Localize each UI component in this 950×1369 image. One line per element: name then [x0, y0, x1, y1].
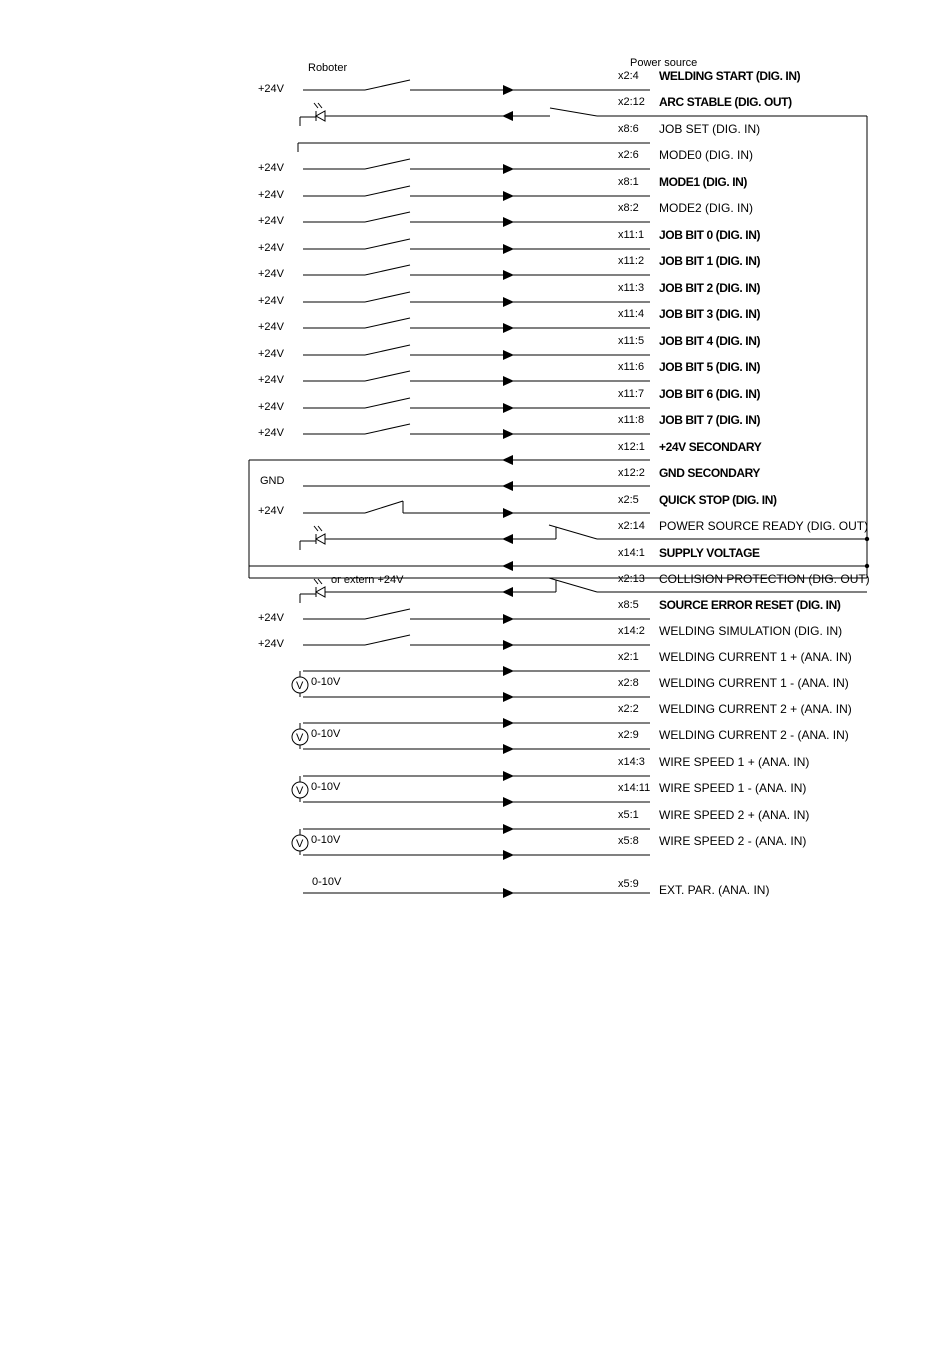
terminal-label: x5:1 — [618, 809, 639, 821]
led-icon — [318, 579, 322, 584]
terminal-label: x12:2 — [618, 467, 645, 479]
terminal-label: x12:1 — [618, 441, 645, 453]
terminal-label: x2:14 — [618, 520, 645, 532]
terminal-label: x2:2 — [618, 703, 639, 715]
supply-label: +24V — [258, 215, 284, 227]
voltage-range-label: 0-10V — [311, 781, 341, 793]
switch-contact-icon — [365, 635, 410, 645]
terminal-label: x8:1 — [618, 176, 639, 188]
arrow-right-icon — [503, 164, 514, 174]
terminal-label: x14:3 — [618, 756, 645, 768]
signal-label: SOURCE ERROR RESET (DIG. IN) — [659, 598, 841, 612]
switch-contact-icon — [365, 318, 410, 328]
signal-label: MODE0 (DIG. IN) — [659, 148, 754, 162]
arrow-right-icon — [503, 744, 514, 754]
signal-label: WIRE SPEED 2 + (ANA. IN) — [659, 808, 810, 822]
supply-label: +24V — [258, 401, 284, 413]
arrow-right-icon — [503, 888, 514, 898]
switch-contact-icon — [365, 212, 410, 222]
signal-label: WIRE SPEED 2 - (ANA. IN) — [659, 834, 807, 848]
arrow-right-icon — [503, 508, 514, 518]
power-source-header: Power source — [630, 57, 698, 69]
signal-label: JOB BIT 1 (DIG. IN) — [659, 254, 761, 268]
led-icon — [314, 526, 318, 531]
supply-label: GND — [260, 475, 285, 487]
supply-label: +24V — [258, 427, 284, 439]
arrow-left-icon — [502, 455, 513, 465]
terminal-label: x2:4 — [618, 70, 639, 82]
signal-label: JOB BIT 2 (DIG. IN) — [659, 281, 761, 295]
supply-label: +24V — [258, 505, 284, 517]
led-icon — [318, 103, 322, 108]
switch-contact-icon — [365, 345, 410, 355]
switch-contact-icon — [365, 265, 410, 275]
arrow-right-icon — [503, 403, 514, 413]
terminal-label: x11:7 — [618, 388, 645, 400]
switch-contact-icon — [365, 239, 410, 249]
supply-label: +24V — [258, 83, 284, 95]
arrow-right-icon — [503, 191, 514, 201]
signal-label: POWER SOURCE READY (DIG. OUT) — [659, 519, 869, 533]
terminal-label: x11:8 — [618, 414, 645, 426]
arrow-right-icon — [503, 323, 514, 333]
terminal-label: x14:2 — [618, 625, 645, 637]
arrow-right-icon — [503, 797, 514, 807]
signal-label: +24V SECONDARY — [659, 440, 762, 454]
terminal-label: x11:1 — [618, 229, 645, 241]
switch-contact-icon — [365, 501, 403, 513]
signal-label: SUPPLY VOLTAGE — [659, 546, 760, 560]
arrow-right-icon — [503, 297, 514, 307]
switch-contact-icon — [365, 80, 410, 90]
voltage-range-label: 0-10V — [311, 676, 341, 688]
terminal-label: x8:2 — [618, 202, 639, 214]
signal-label: GND SECONDARY — [659, 466, 761, 480]
terminal-label: x14:1 — [618, 547, 645, 559]
arrow-left-icon — [502, 561, 513, 571]
arrow-right-icon — [503, 771, 514, 781]
terminal-label: x2:1 — [618, 651, 639, 663]
led-icon — [314, 103, 318, 108]
signal-label: JOB BIT 4 (DIG. IN) — [659, 334, 761, 348]
supply-label: +24V — [258, 638, 284, 650]
signal-label: COLLISION PROTECTION (DIG. OUT) — [659, 572, 870, 586]
arrow-right-icon — [503, 666, 514, 676]
signal-label: JOB BIT 7 (DIG. IN) — [659, 413, 761, 427]
signal-label: JOB SET (DIG. IN) — [659, 122, 761, 136]
arrow-right-icon — [503, 270, 514, 280]
arrow-right-icon — [503, 350, 514, 360]
arrow-left-icon — [502, 481, 513, 491]
terminal-label: x2:13 — [618, 573, 645, 585]
arrow-left-icon — [502, 534, 513, 544]
switch-contact-icon — [365, 424, 410, 434]
switch-contact-icon — [365, 292, 410, 302]
signal-label: MODE1 (DIG. IN) — [659, 175, 748, 189]
signal-label: WELDING SIMULATION (DIG. IN) — [659, 624, 843, 638]
led-icon — [316, 111, 325, 121]
arrow-right-icon — [503, 85, 514, 95]
signal-label: JOB BIT 5 (DIG. IN) — [659, 360, 761, 374]
signal-label: QUICK STOP (DIG. IN) — [659, 493, 777, 507]
signal-label: WELDING CURRENT 1 + (ANA. IN) — [659, 650, 852, 664]
supply-label: +24V — [258, 348, 284, 360]
supply-label: +24V — [258, 162, 284, 174]
signal-label: WELDING CURRENT 2 + (ANA. IN) — [659, 702, 852, 716]
signal-label: ARC STABLE (DIG. OUT) — [659, 95, 792, 109]
switch-contact-icon — [365, 371, 410, 381]
led-icon — [318, 526, 322, 531]
voltage-range-label: 0-10V — [311, 728, 341, 740]
arrow-right-icon — [503, 850, 514, 860]
terminal-label: x8:5 — [618, 599, 639, 611]
terminal-label: x14:11 — [618, 782, 651, 794]
switch-contact-icon — [365, 398, 410, 408]
signal-label: JOB BIT 3 (DIG. IN) — [659, 307, 761, 321]
terminal-label: x8:6 — [618, 123, 639, 135]
robot-header: Roboter — [308, 62, 348, 74]
terminal-label: x11:2 — [618, 255, 645, 267]
voltmeter-symbol: V — [296, 680, 304, 692]
arrow-right-icon — [503, 718, 514, 728]
extern-label: or extern +24V — [331, 574, 404, 586]
arrow-right-icon — [503, 824, 514, 834]
terminal-label: x11:3 — [618, 282, 645, 294]
switch-contact-icon — [550, 108, 597, 116]
signal-label: WELDING START (DIG. IN) — [659, 69, 801, 83]
led-icon — [316, 534, 325, 544]
supply-label: +24V — [258, 321, 284, 333]
arrow-right-icon — [503, 692, 514, 702]
signal-label: WELDING CURRENT 2 - (ANA. IN) — [659, 728, 849, 742]
signal-label: WELDING CURRENT 1 - (ANA. IN) — [659, 676, 849, 690]
switch-contact-icon — [365, 186, 410, 196]
arrow-left-icon — [502, 111, 513, 121]
arrow-right-icon — [503, 614, 514, 624]
led-icon — [316, 587, 325, 597]
arrow-right-icon — [503, 217, 514, 227]
signal-label: JOB BIT 6 (DIG. IN) — [659, 387, 761, 401]
voltage-range-label: 0-10V — [311, 834, 341, 846]
junction-dot — [865, 537, 869, 541]
signal-label: WIRE SPEED 1 + (ANA. IN) — [659, 755, 810, 769]
junction-dot — [865, 564, 869, 568]
terminal-label: x5:9 — [618, 878, 639, 890]
supply-label: +24V — [258, 374, 284, 386]
signal-label: EXT. PAR. (ANA. IN) — [659, 883, 770, 897]
terminal-label: x11:6 — [618, 361, 645, 373]
terminal-label: x2:8 — [618, 677, 639, 689]
arrow-right-icon — [503, 640, 514, 650]
arrow-right-icon — [503, 429, 514, 439]
terminal-label: x2:12 — [618, 96, 645, 108]
terminal-label: x2:9 — [618, 729, 639, 741]
supply-label: +24V — [258, 295, 284, 307]
voltmeter-symbol: V — [296, 732, 304, 744]
terminal-label: x11:4 — [618, 308, 645, 320]
voltmeter-symbol: V — [296, 785, 304, 797]
supply-label: +24V — [258, 612, 284, 624]
arrow-right-icon — [503, 244, 514, 254]
supply-label: +24V — [258, 268, 284, 280]
signal-label: MODE2 (DIG. IN) — [659, 201, 754, 215]
voltmeter-symbol: V — [296, 838, 304, 850]
supply-label: +24V — [258, 189, 284, 201]
switch-contact-icon — [365, 609, 410, 619]
arrow-left-icon — [502, 587, 513, 597]
terminal-label: x11:5 — [618, 335, 645, 347]
led-icon — [314, 579, 318, 584]
signal-label: JOB BIT 0 (DIG. IN) — [659, 228, 761, 242]
terminal-label: x2:5 — [618, 494, 639, 506]
arrow-right-icon — [503, 376, 514, 386]
switch-contact-icon — [365, 159, 410, 169]
signal-label: WIRE SPEED 1 - (ANA. IN) — [659, 781, 807, 795]
supply-label: +24V — [258, 242, 284, 254]
ext-par-range-label: 0-10V — [312, 876, 342, 888]
terminal-label: x5:8 — [618, 835, 639, 847]
terminal-label: x2:6 — [618, 149, 639, 161]
